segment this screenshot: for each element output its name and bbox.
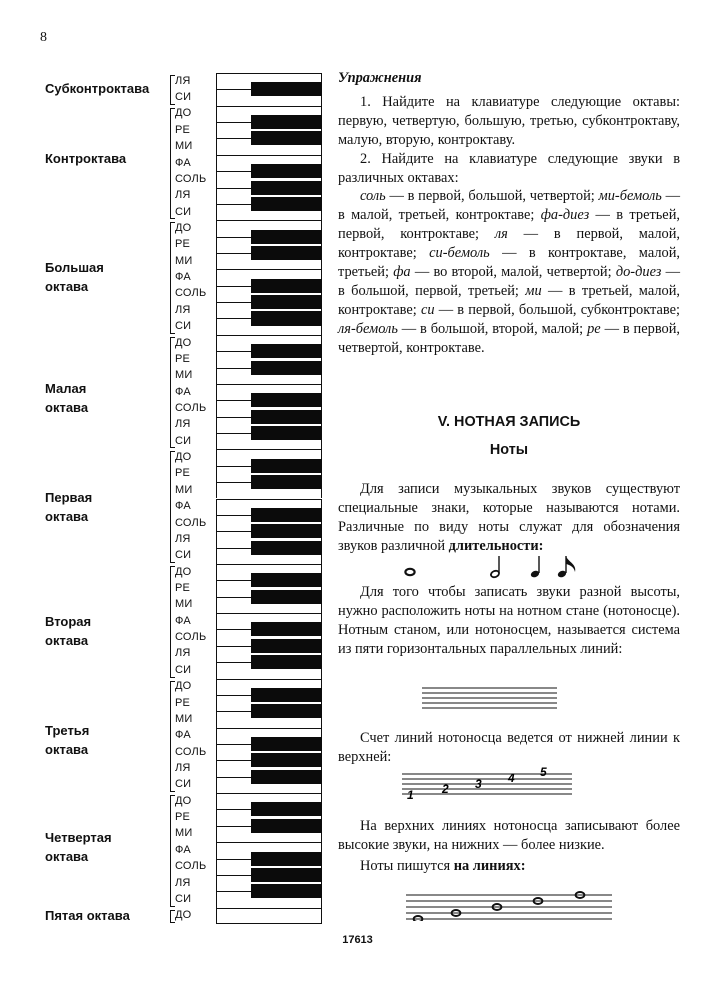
exercise-2-note-1: ми-бемоль (598, 188, 662, 205)
note-name: СОЛЬ (175, 516, 207, 529)
black-key (251, 622, 322, 636)
note-name: ЛЯ (175, 876, 191, 889)
black-key (251, 181, 322, 195)
exercises-block (338, 69, 680, 358)
black-key (251, 590, 322, 604)
octave-label-fifth: Пятая октава (45, 908, 130, 923)
exercise-2-octaves-9: — в большой, второй, малой; (397, 320, 588, 337)
note-name: ЛЯ (175, 189, 191, 202)
note-name: МИ (175, 483, 193, 496)
octave-label-second: Вторая октава (45, 614, 92, 648)
note-name: МИ (175, 369, 193, 382)
numbered-staff-figure (402, 764, 572, 802)
exercise-2-note-10: ре (587, 320, 601, 337)
note-name: РЕ (175, 467, 191, 480)
exercise-2-note-2: фа-диез (540, 207, 590, 224)
paragraph-on-lines: Ноты пишутся на линиях: (360, 857, 526, 874)
exercise-2-note-0: соль (360, 188, 386, 205)
black-key (251, 393, 322, 407)
exercise-2-octaves-10: — в первой, четвертой, контроктаве. (338, 320, 681, 356)
note-name: ДО (175, 565, 192, 578)
black-key (251, 541, 322, 555)
octave-label-third: Третья октава (45, 723, 90, 757)
black-key (251, 344, 322, 358)
black-key (251, 164, 322, 178)
note-name: МИ (175, 712, 193, 725)
black-key (251, 688, 322, 702)
exercise-2-octaves-2: — в третьей, первой, контроктаве; (338, 207, 680, 243)
paragraph-high-low-text: На верхних линиях нотоносца записывают более высокие звуки, на нижних — более низкие. (338, 818, 680, 853)
exercise-2-octaves-0: — в первой, большой, четвертой; (385, 188, 599, 205)
exercise-2-note-9: ля-бемоль (338, 320, 398, 337)
note-name: ЛЯ (175, 74, 191, 87)
black-key (251, 508, 322, 522)
staff-line-number-2: 2 (442, 782, 449, 796)
half-note (490, 556, 500, 578)
exercise-2-note-8: си (420, 301, 435, 318)
paragraph-durations (338, 480, 680, 556)
note-name: РЕ (175, 696, 191, 709)
exercise-2-note-7: ми (525, 282, 542, 299)
octave-label-small: Малая октава (45, 381, 89, 415)
black-key (251, 475, 322, 489)
exercise-2-note-5: фа (393, 264, 411, 281)
exercise-2-octaves-8: — в первой, большой, субконтроктаве; (434, 301, 680, 318)
note-durations-figure (396, 553, 586, 583)
staff-line-number-4: 4 (508, 771, 515, 785)
exercise-2-intro: 2. Найдите на клавиатуре следующие звуки в различных октавах: (338, 150, 680, 186)
white-key (216, 908, 322, 924)
note-name: РЕ (175, 123, 191, 136)
note-name: ФА (175, 729, 191, 742)
exercise-2-note-6: до-диез (615, 264, 662, 281)
note-name: СОЛЬ (175, 172, 207, 185)
paragraph-line-count (338, 729, 680, 767)
note-name: СИ (175, 320, 192, 333)
note-name: МИ (175, 140, 193, 153)
note-name: СОЛЬ (175, 631, 207, 644)
octave-bracket (170, 75, 175, 105)
note-name: ФА (175, 156, 191, 169)
note-name: МИ (175, 598, 193, 611)
note-name: ДО (175, 680, 192, 693)
exercise-2-note-3: ля (494, 226, 508, 243)
black-key (251, 410, 322, 424)
black-key (251, 770, 322, 784)
note-name: ФА (175, 614, 191, 627)
staff-line-number-3: 3 (475, 777, 482, 791)
black-key (251, 753, 322, 767)
black-key (251, 819, 322, 833)
exercise-2-octaves-6: — в большой, первой, третьей; (338, 264, 680, 299)
note-name: ФА (175, 271, 191, 284)
octave-bracket (170, 451, 175, 563)
note-name: СОЛЬ (175, 401, 207, 414)
octave-label-contra: Контроктава (45, 151, 127, 166)
octave-bracket (170, 910, 175, 923)
exercise-2-note-4: си-бемоль (429, 245, 490, 262)
exercise-2-list (338, 187, 680, 357)
paragraph-durations-bold: длительности: (448, 537, 544, 554)
quarter-note (530, 556, 540, 578)
note-name: ЛЯ (175, 532, 191, 545)
paragraph-staff (338, 583, 680, 659)
exercise-2-octaves-1: — в малой, третьей, контроктаве; (338, 188, 680, 224)
note-name: ФА (175, 385, 191, 398)
eighth-note (557, 556, 575, 578)
black-key (251, 230, 322, 244)
octave-bracket (170, 681, 175, 793)
black-key (251, 197, 322, 211)
exercise-1: 1. Найдите на клавиатуре следующие октавы: первую, четвертую, большую, третью, субконтроктаву, малую, вторую, контроктаву. (338, 93, 680, 148)
note-name: МИ (175, 827, 193, 840)
note-name: СОЛЬ (175, 287, 207, 300)
piano-keyboard (216, 73, 323, 924)
black-key (251, 639, 322, 653)
note-name: СИ (175, 892, 192, 905)
exercise-2-octaves-4: — в контроктаве, малой, третьей; (338, 245, 681, 281)
paragraph-staff-text: Для того чтобы записать звуки разной высоты, нужно расположить ноты на нотном стане (нотоносце). Нотным станом, или нотоносцем, называется система из пяти горизонтальных параллельных линий: (338, 584, 680, 657)
paragraph-high-low (338, 817, 680, 876)
black-key (251, 426, 322, 440)
keyboard-bottom-edge (216, 923, 322, 924)
note-name: ДО (175, 451, 192, 464)
note-name: ФА (175, 500, 191, 513)
octave-label-sub-contra: Субконтроктава (45, 81, 150, 96)
black-key (251, 524, 322, 538)
page-number: 8 (40, 30, 47, 45)
black-key (251, 361, 322, 375)
exercise-2-octaves-3: — в первой, малой, контроктаве; (338, 226, 681, 262)
black-key (251, 131, 322, 145)
octave-label-fourth: Четвертая октава (45, 830, 112, 864)
black-key (251, 82, 322, 96)
note-name: ДО (175, 794, 192, 807)
note-name: ЛЯ (175, 418, 191, 431)
black-key (251, 852, 322, 866)
octave-bracket (170, 337, 175, 449)
paragraph-durations-text: Для записи музыкальных звуков существуют специальные знаки, которые называются нотами. Различные по виду ноты служат для обозначения звуков различной (338, 481, 680, 554)
black-key (251, 459, 322, 473)
note-name: СИ (175, 549, 192, 562)
staff-line-number-1: 1 (407, 788, 414, 802)
section-title: V. НОТНАЯ ЗАПИСЬ (437, 414, 581, 430)
octave-bracket (170, 222, 175, 334)
note-name: СИ (175, 205, 192, 218)
note-name: ДО (175, 221, 192, 234)
note-name: РЕ (175, 811, 191, 824)
note-name: ЛЯ (175, 303, 191, 316)
note-name: ДО (175, 107, 192, 120)
black-key (251, 655, 322, 669)
black-key (251, 704, 322, 718)
note-name: СОЛЬ (175, 860, 207, 873)
note-name: ЛЯ (175, 762, 191, 775)
exercise-2-octaves-5: — во второй, малой, четвертой; (410, 264, 616, 281)
note-name: СИ (175, 434, 192, 447)
footer-code: 17613 (342, 934, 373, 946)
paragraph-line-count-text: Счет линий нотоносца ведется от нижней линии к верхней: (338, 730, 680, 765)
octave-bracket (170, 795, 175, 907)
note-name: СОЛЬ (175, 745, 207, 758)
black-key (251, 802, 322, 816)
black-key (251, 868, 322, 882)
black-key (251, 295, 322, 309)
exercise-2-octaves-7: — в третьей, малой, контроктаве; (338, 282, 681, 318)
staff-line-number-5: 5 (540, 765, 547, 779)
octave-bracket (170, 108, 175, 220)
exercises-heading: Упражнения (338, 70, 422, 86)
note-name: СИ (175, 663, 192, 676)
black-key (251, 279, 322, 293)
section-subtitle: Ноты (489, 442, 529, 458)
note-name: СИ (175, 778, 192, 791)
octave-label-first: Первая октава (45, 490, 93, 524)
octave-bracket (170, 566, 175, 678)
note-name: РЕ (175, 352, 191, 365)
note-name: ДО (175, 336, 192, 349)
black-key (251, 573, 322, 587)
black-key (251, 884, 322, 898)
black-key (251, 115, 322, 129)
note-name: РЕ (175, 238, 191, 251)
whole-note (405, 569, 414, 575)
notes-on-lines-figure (406, 891, 612, 921)
staff-figure (422, 686, 557, 712)
note-name: ФА (175, 843, 191, 856)
octave-label-great: Большая октава (45, 260, 104, 294)
black-key (251, 737, 322, 751)
black-key (251, 311, 322, 325)
note-name: ДО (175, 909, 192, 922)
note-name: ЛЯ (175, 647, 191, 660)
note-name: СИ (175, 91, 192, 104)
note-name: РЕ (175, 582, 191, 594)
black-key (251, 246, 322, 260)
note-name: МИ (175, 254, 193, 267)
